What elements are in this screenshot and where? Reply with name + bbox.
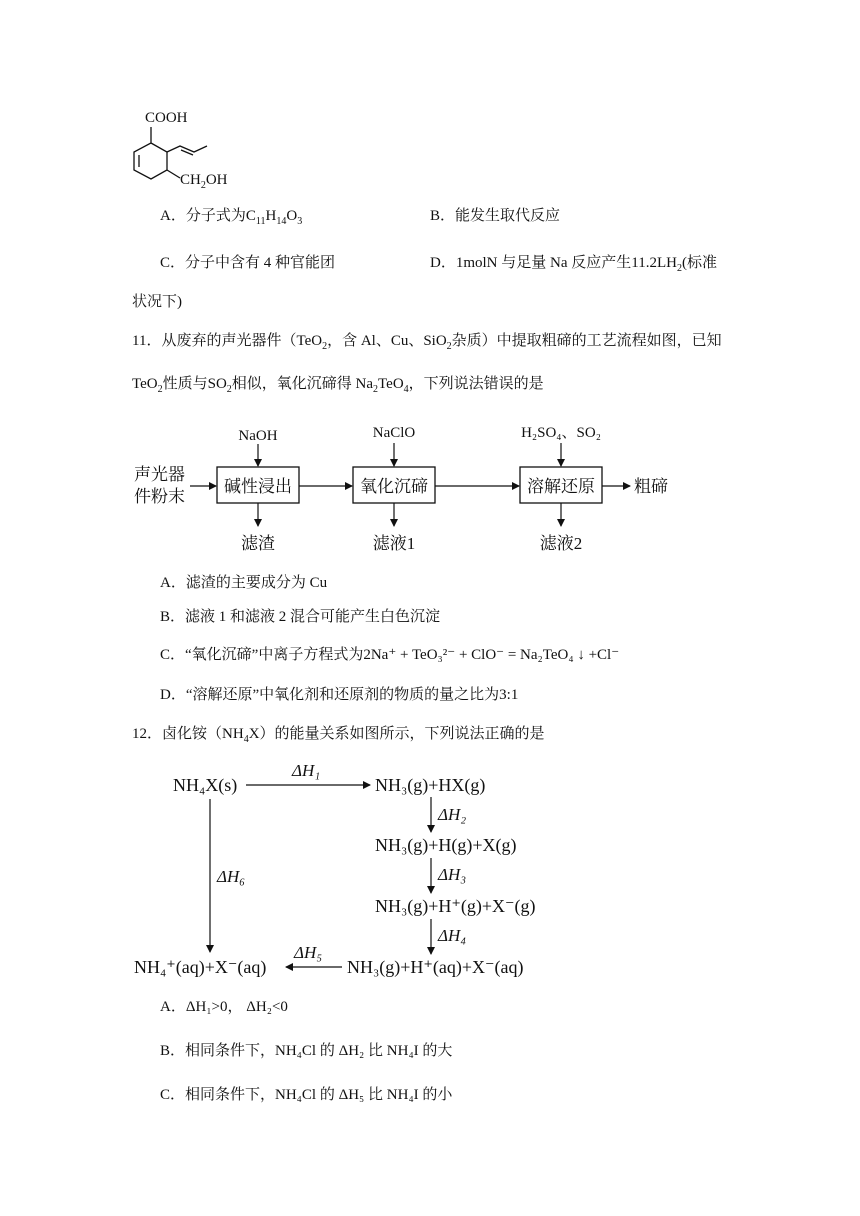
q10-option-a: A．分子式为$C_{11}H_{14}O_3$ (160, 208, 303, 227)
q12-option-a: A．ΔH₁>0， ΔH₂<0 (160, 999, 288, 1015)
out-3: 滤液2 (539, 534, 583, 553)
dh4-label: ΔH₄ (438, 926, 467, 945)
q12-stem: 12．卤化铵$(NH_4X)$的能量关系如图所示，下列说法正确的是 (132, 726, 545, 745)
q10-option-c: C．分子中含有 4 种官能团 (160, 255, 336, 271)
q10-option-d: D．1molN 与足量 Na 反应产生$11.2LH_2$(标准 (430, 255, 717, 274)
q12-option-b: B．相同条件下，NH₄Cl 的 ΔH₂ 比 NH₄I 的大 (160, 1043, 453, 1059)
out-2: 滤液1 (372, 534, 416, 553)
state-nh4x-solid: NH₄X(s) (173, 775, 238, 795)
ch2oh-label: $CH_2OH$ (180, 172, 228, 191)
out-1: 滤渣 (241, 534, 275, 553)
q11-stem-line2: TeO$_2$性质与$SO_2$相似，氧化沉碲得 $Na_2TeO_4$，下列说法错误的是 (132, 376, 544, 395)
product-label: 粗碲 (634, 477, 668, 496)
q11-option-b: B．滤液 1 和滤液 2 混合可能产生白色沉淀 (160, 609, 441, 625)
state-4: NH₃(g)+H⁺(aq)+X⁻(aq) (347, 957, 524, 977)
dh2-label: ΔH₂ (438, 805, 467, 824)
q11-option-c: C．“氧化沉碲”中离子方程式为2Na⁺ + TeO₃²⁻ + ClO⁻ = Na₂TeO₄ ↓ +Cl⁻ (160, 647, 620, 663)
q11-option-d: D．“溶解还原”中氧化剂和还原剂的物质的量之比为3:1 (160, 687, 519, 703)
dh3-label: ΔH₃ (438, 865, 467, 884)
cooh-label: COOH (145, 110, 188, 126)
state-3: NH₃(g)+H⁺(g)+X⁻(g) (375, 896, 536, 916)
q11-stem-line1: 11．从废弃的声光器件（TeO$_2$，含 Al、Cu、SiO$_2$杂质）中提取粗碲的工艺流程如图，已知 (132, 333, 722, 352)
q11-option-a: A．滤渣的主要成分为 Cu (160, 575, 328, 591)
reagent-2: NaClO (372, 425, 416, 441)
state-final: NH₄⁺(aq)+X⁻(aq) (134, 957, 267, 977)
q12-option-c: C．相同条件下，NH₄Cl 的 ΔH₅ 比 NH₄I 的小 (160, 1087, 453, 1103)
reagent-1: NaOH (238, 428, 278, 444)
box2-label: 氧化沉碲 (360, 477, 428, 496)
state-1: NH₃(g)+HX(g) (375, 775, 486, 795)
reagent-3: H₂SO₄、SO₂ (521, 425, 601, 441)
box1-label: 碱性浸出 (224, 477, 292, 496)
dh6-label: ΔH₆ (217, 867, 246, 886)
input-label-2: 件粉末 (134, 487, 185, 506)
box3-label: 溶解还原 (527, 477, 595, 496)
state-2: NH₃(g)+H(g)+X(g) (375, 835, 517, 855)
q10-option-d-cont: 状况下) (132, 294, 182, 310)
dh1-label: ΔH₁ (292, 761, 321, 780)
input-label-1: 声光器 (134, 465, 185, 484)
q10-option-b: B．能发生取代反应 (430, 208, 561, 224)
dh5-label: ΔH₅ (294, 943, 323, 962)
